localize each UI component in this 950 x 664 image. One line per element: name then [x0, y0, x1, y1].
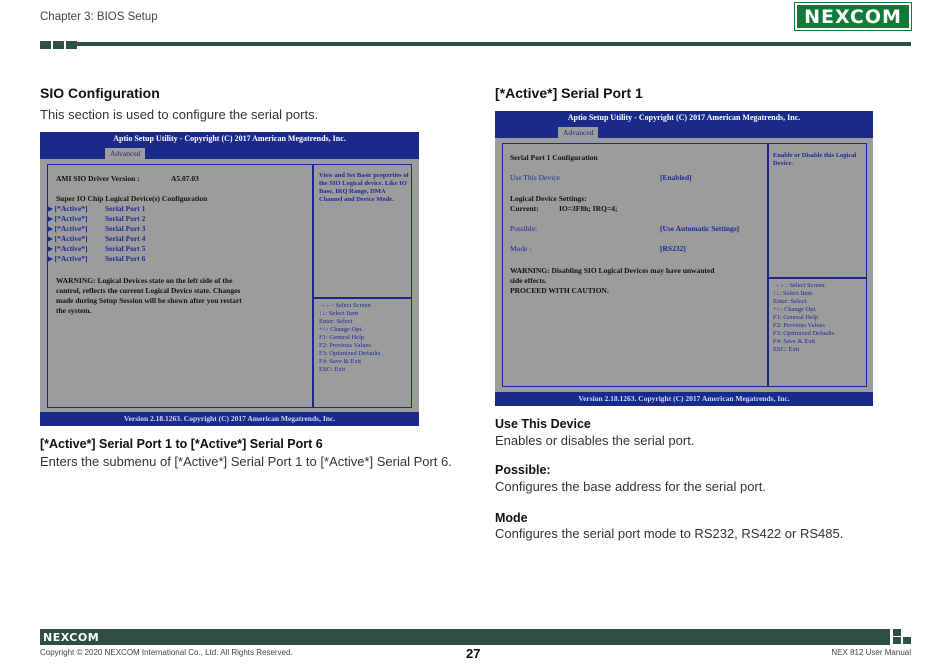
- warning-line: PROCEED WITH CAUTION.: [510, 286, 609, 295]
- port-status: [*Active*]: [54, 204, 88, 213]
- port-row[interactable]: ▶ [*Active*] Serial Port 1: [47, 204, 146, 213]
- item-title: Possible:: [495, 463, 551, 477]
- key-hint: F1: General Help: [319, 334, 365, 341]
- key-hint: Enter: Select: [319, 318, 353, 325]
- bios-help-text: Enable or Disable this Logical Device.: [773, 152, 857, 167]
- manual-name: NEX 812 User Manual: [831, 648, 911, 657]
- port-row[interactable]: ▶ [*Active*] Serial Port 4: [47, 234, 146, 243]
- bios-key-legend: [773, 282, 834, 354]
- port-status: [*Active*]: [54, 224, 88, 233]
- mode-value[interactable]: [RS232]: [660, 244, 686, 253]
- key-hint: F3: Optimized Defaults: [773, 330, 835, 337]
- port-name: Serial Port 4: [105, 234, 146, 243]
- current-value: IO=3F8h; IRQ=4;: [559, 204, 618, 213]
- item-title: Mode: [495, 511, 528, 525]
- bios-titlebar: Aptio Setup Utility - Copyright (C) 2017 American Megatrends, Inc.: [495, 111, 873, 125]
- footer-squares: [893, 629, 911, 645]
- possible-label[interactable]: Possible:: [510, 224, 538, 233]
- item-title: Use This Device: [495, 417, 591, 431]
- key-hint: F2: Previous Values: [773, 322, 825, 329]
- port-status: [*Active*]: [54, 254, 88, 263]
- sio-config-title: SIO Configuration: [40, 85, 160, 101]
- logical-settings-label: Logical Device Settings:: [510, 194, 587, 203]
- footer-bar: [40, 629, 890, 645]
- warning-line: WARNING: Logical Devices state on the left side of the: [56, 276, 233, 285]
- port-status: [*Active*]: [54, 244, 88, 253]
- use-device-value[interactable]: [Enabled]: [660, 173, 692, 182]
- warning-line: WARNING: Disabling SIO Logical Devices may have unwanted: [510, 266, 715, 275]
- page-number: 27: [466, 646, 481, 661]
- submenu-text: Enters the submenu of [*Active*] Serial Port 1 to [*Active*] Serial Port 6.: [40, 454, 452, 469]
- bios-footer: Version 2.18.1263. Copyright (C) 2017 American Megatrends, Inc.: [40, 412, 419, 426]
- driver-version-label: AMI SIO Driver Version :: [56, 174, 140, 183]
- port-status: [*Active*]: [54, 214, 88, 223]
- port-name: Serial Port 6: [105, 254, 146, 263]
- footer-logo: NEXCOM: [43, 631, 100, 644]
- use-device-label[interactable]: Use This Device: [510, 173, 560, 182]
- driver-version-value: A5.07.03: [171, 174, 199, 183]
- bios-menubar: [40, 146, 419, 159]
- key-hint: →←: Select Screen: [319, 302, 371, 309]
- serial-port-1-title: [*Active*] Serial Port 1: [495, 85, 643, 101]
- port-name: Serial Port 2: [105, 214, 146, 223]
- item-text: Configures the serial port mode to RS232, RS422 or RS485.: [495, 526, 844, 541]
- port-row[interactable]: ▶ [*Active*] Serial Port 6: [47, 254, 146, 263]
- key-hint: F4: Save & Exit: [773, 338, 816, 345]
- bios-key-legend: [319, 302, 380, 374]
- item-text: Enables or disables the serial port.: [495, 433, 695, 448]
- current-label: Current:: [510, 204, 539, 213]
- submenu-title: [*Active*] Serial Port 1 to [*Active*] Serial Port 6: [40, 437, 323, 451]
- footer-copyright: Copyright © 2020 NEXCOM International Co., Ltd. All Rights Reserved.: [40, 648, 293, 657]
- port-name: Serial Port 5: [105, 244, 146, 253]
- chapter-title: Chapter 3: BIOS Setup: [40, 11, 158, 23]
- key-hint: →←: Select Screen: [773, 282, 825, 289]
- port-status: [*Active*]: [54, 234, 88, 243]
- mode-label[interactable]: Mode :: [510, 244, 532, 253]
- key-hint: F2: Previous Values: [319, 342, 371, 349]
- key-hint: ESC: Exit: [319, 366, 346, 373]
- key-hint: F4: Save & Exit: [319, 358, 362, 365]
- bios-menubar: [495, 125, 873, 138]
- key-hint: Enter: Select: [773, 298, 807, 305]
- warning-line: the system.: [56, 306, 92, 315]
- port-name: Serial Port 3: [105, 224, 146, 233]
- chip-config-label: Super IO Chip Logical Device(s) Configuration: [56, 194, 208, 203]
- tab-advanced[interactable]: Advanced: [558, 127, 598, 138]
- item-text: Configures the base address for the serial port.: [495, 479, 766, 494]
- bios-titlebar: Aptio Setup Utility - Copyright (C) 2017 American Megatrends, Inc.: [40, 132, 419, 146]
- key-hint: ↑↓: Select Item: [319, 310, 359, 317]
- port-name: Serial Port 1: [105, 204, 146, 213]
- serial-config-heading: Serial Port 1 Configuration: [510, 153, 598, 162]
- nexcom-logo: NEXCOM: [795, 3, 911, 30]
- bios-footer: Version 2.18.1263. Copyright (C) 2017 American Megatrends, Inc.: [495, 392, 873, 406]
- key-hint: ESC: Exit: [773, 346, 800, 353]
- bios-help-text: View and Set Basic properties of the SIO Logical device. Like IO Base, IRQ Range, DMA Channel and Device Mode.: [319, 172, 409, 203]
- bios-screen-serial-port-1: [495, 111, 873, 406]
- tab-advanced[interactable]: Advanced: [105, 148, 145, 159]
- warning-line: control, reflects the current Logical Device state. Changes: [56, 286, 241, 295]
- warning-line: made during Setup Session will be shown after you restart: [56, 296, 242, 305]
- key-hint: +/-: Change Opt.: [773, 306, 817, 313]
- key-hint: F1: General Help: [773, 314, 819, 321]
- key-hint: +/-: Change Opt.: [319, 326, 363, 333]
- key-hint: ↑↓: Select Item: [773, 290, 813, 297]
- header-divider: [77, 42, 911, 46]
- bios-screen-sio: [40, 132, 419, 426]
- key-hint: F3: Optimized Defaults: [319, 350, 381, 357]
- warning-line: side effects.: [510, 276, 547, 285]
- possible-value[interactable]: [Use Automatic Settings]: [660, 224, 740, 233]
- port-row[interactable]: ▶ [*Active*] Serial Port 2: [47, 214, 146, 223]
- port-row[interactable]: ▶ [*Active*] Serial Port 3: [47, 224, 146, 233]
- sio-config-intro: This section is used to configure the serial ports.: [40, 107, 319, 122]
- header-squares: [40, 41, 77, 49]
- port-row[interactable]: ▶ [*Active*] Serial Port 5: [47, 244, 146, 253]
